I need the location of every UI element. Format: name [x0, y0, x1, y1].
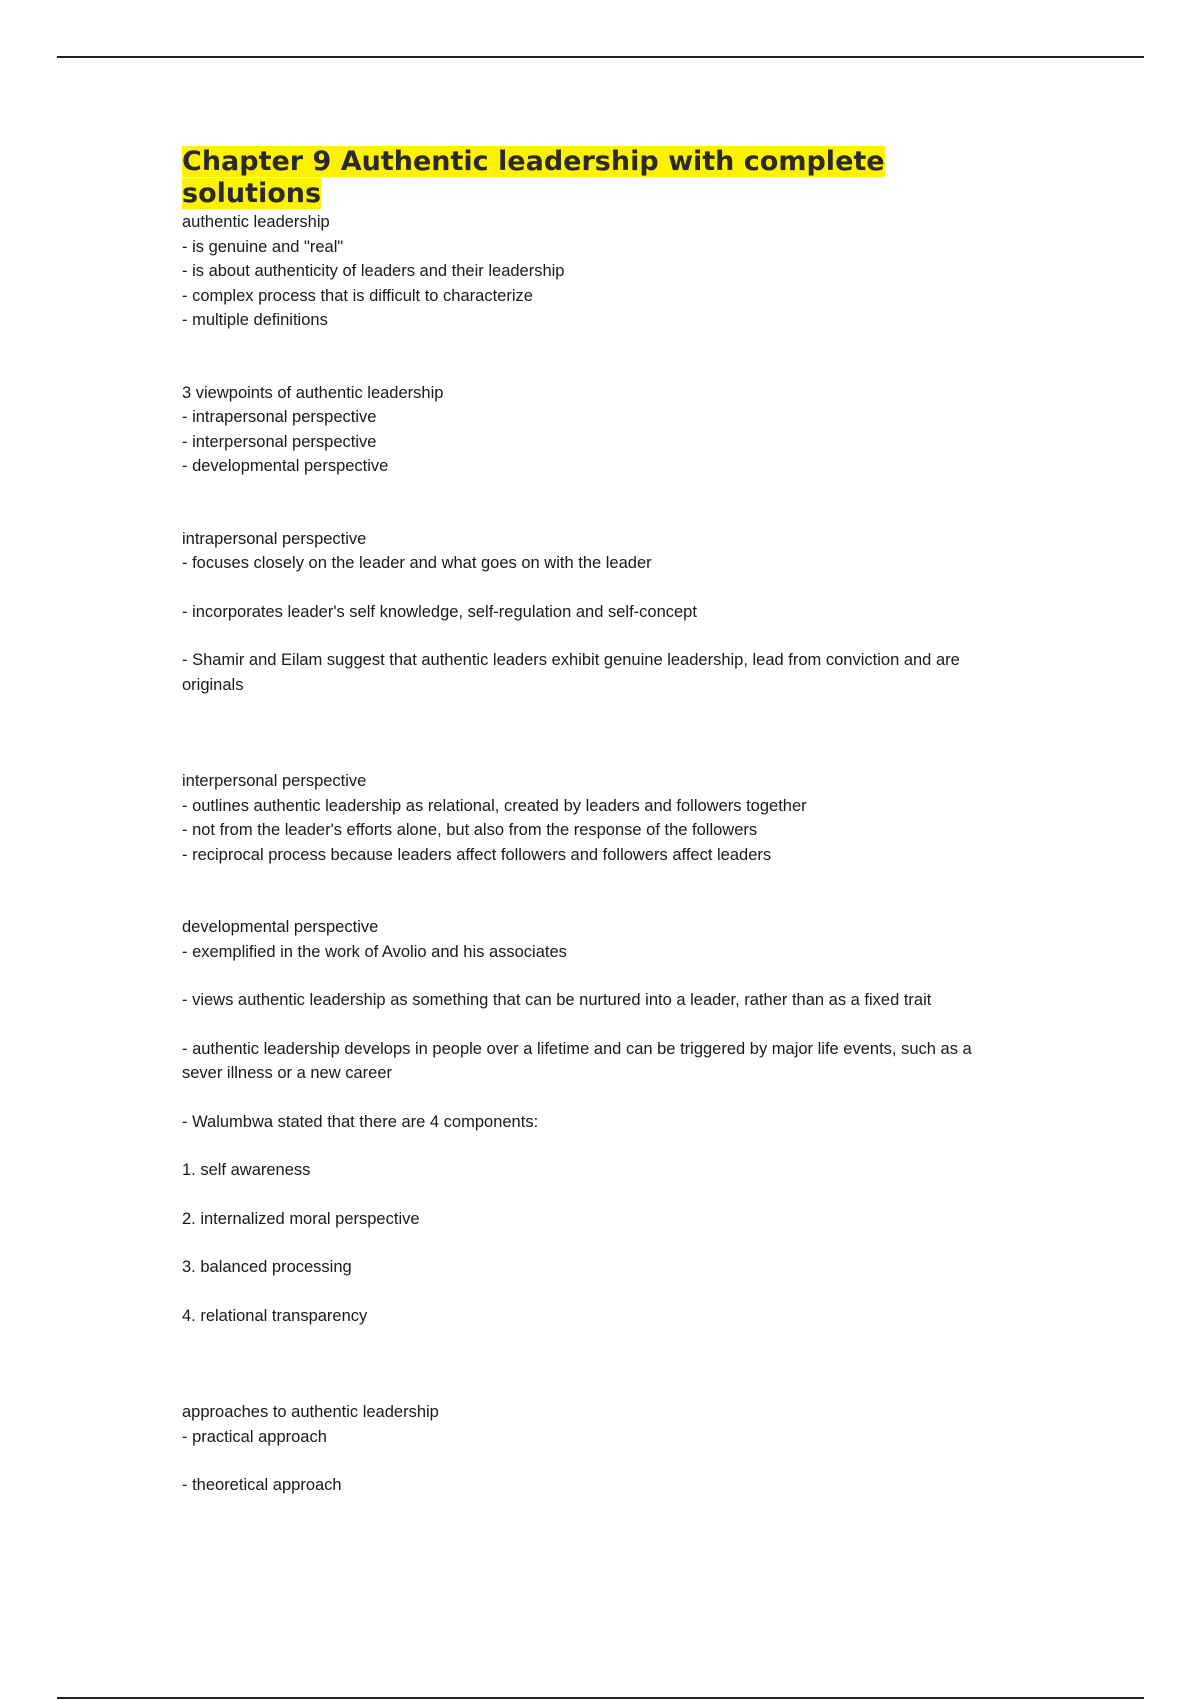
bullet-line: - exemplified in the work of Avolio and his associates — [182, 942, 567, 961]
section-interpersonal — [182, 769, 997, 867]
bullet-line: - is genuine and "real" — [182, 237, 344, 256]
spacer — [182, 867, 997, 915]
bullet-line: - multiple definitions — [182, 311, 328, 329]
section-viewpoints — [182, 381, 997, 479]
document-title — [182, 146, 997, 210]
bullet-line: - views authentic leadership as something that can be nurtured into a leader, rather than as a fixed trait — [182, 991, 932, 1009]
bullet-line: - focuses closely on the leader and what goes on with the leader — [182, 554, 652, 572]
section-intrapersonal — [182, 527, 997, 698]
spacer — [182, 479, 997, 527]
bullet-line: - not from the leader's efforts alone, but also from the response of the followers — [182, 821, 758, 839]
bullet-line: - incorporates leader's self knowledge, self-regulation and self-concept — [182, 602, 697, 621]
spacer — [182, 333, 997, 381]
bullet-line: - intrapersonal perspective — [182, 408, 377, 426]
document-body — [182, 146, 997, 1498]
spacer — [182, 1086, 997, 1110]
spacer — [182, 1449, 997, 1473]
section-heading: approaches to authentic leadership — [182, 1403, 439, 1421]
bullet-line: - complex process that is difficult to characterize — [182, 286, 533, 305]
bullet-line: - is about authenticity of leaders and their leadership — [182, 262, 565, 280]
bullet-line: - reciprocal process because leaders affect followers and followers affect leaders — [182, 845, 772, 864]
bullet-line: - Walumbwa stated that there are 4 components: — [182, 1112, 539, 1131]
section-heading: intrapersonal perspective — [182, 529, 367, 548]
numbered-item: 4. relational transparency — [182, 1306, 368, 1325]
section-developmental — [182, 915, 997, 1328]
spacer — [182, 576, 997, 600]
bullet-line: - interpersonal perspective — [182, 432, 377, 451]
spacer — [182, 1183, 997, 1207]
bullet-line: - developmental perspective — [182, 457, 389, 475]
title-highlight: Chapter 9 Authentic leadership with complete solutions — [182, 146, 885, 209]
numbered-item: 2. internalized moral perspective — [182, 1209, 420, 1228]
top-rule — [57, 56, 1144, 58]
bullet-line: - Shamir and Eilam suggest that authentic leaders exhibit genuine leadership, lead from conviction and are originals — [182, 651, 960, 694]
section-authentic-leadership — [182, 210, 997, 333]
spacer — [182, 964, 997, 988]
spacer — [182, 1013, 997, 1037]
section-heading: 3 viewpoints of authentic leadership — [182, 383, 444, 402]
numbered-item: 3. balanced processing — [182, 1258, 352, 1276]
bullet-line: - authentic leadership develops in people over a lifetime and can be triggered by major life events, such as a sever illness or a new career — [182, 1039, 972, 1082]
bullet-line: - outlines authentic leadership as relational, created by leaders and followers together — [182, 796, 807, 815]
spacer — [182, 1328, 997, 1400]
numbered-item: 1. self awareness — [182, 1161, 311, 1179]
section-heading: developmental perspective — [182, 918, 379, 936]
spacer — [182, 697, 997, 769]
bullet-line: - practical approach — [182, 1427, 327, 1446]
spacer — [182, 1280, 997, 1304]
spacer — [182, 1231, 997, 1255]
section-heading: authentic leadership — [182, 213, 330, 231]
spacer — [182, 1134, 997, 1158]
section-heading: interpersonal perspective — [182, 772, 367, 790]
spacer — [182, 624, 997, 648]
bottom-rule — [57, 1697, 1144, 1699]
section-approaches — [182, 1400, 997, 1498]
bullet-line: - theoretical approach — [182, 1476, 342, 1494]
